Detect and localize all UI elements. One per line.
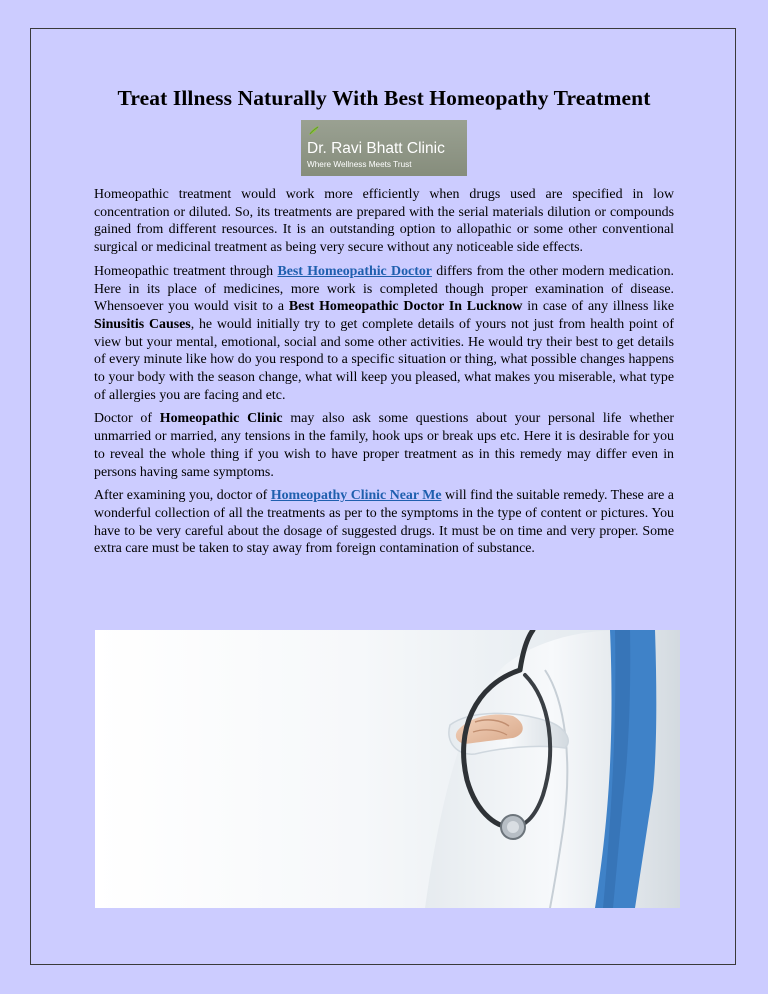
paragraph-1: Homeopathic treatment would work more efficiently when drugs used are specified in low concentration or diluted. So, its treatments are prepared with the serial materials dilution or compounds gained from different resources. It is an outstanding option to allopathic or some other conventional surgical or medicinal treatment as being very secure without any noticeable side effects. bbox=[94, 187, 674, 256]
text-segment: , he would initially try to get complete details of yours not just from health point of view but your mental, emotional, social and some other activities. He would try their best to get details of every minute like how do you respond to a specific situation or thing, what possible changes happens to your body with the season change, what will keep you pleased, what makes you miserable, what type of allergies you are facing and etc. bbox=[94, 316, 674, 403]
doctor-illustration bbox=[95, 630, 680, 908]
paragraph-4 bbox=[94, 487, 674, 558]
text-segment: Homeopathic treatment through bbox=[94, 263, 274, 279]
logo-name: Dr. Ravi Bhatt Clinic bbox=[307, 140, 445, 157]
text-segment: may also ask some questions about your personal life whether unmarried or married, any tensions in the family, hook ups or break ups etc. Here it is desirable for you to reveal the whole thing if you wish to have proper treatment as in this remedy may differ even in persons having same symptoms. bbox=[94, 411, 674, 480]
page-title: Treat Illness Naturally With Best Homeopathy Treatment bbox=[117, 86, 651, 110]
clinic-logo bbox=[301, 120, 467, 176]
logo-tagline: Where Wellness Meets Trust bbox=[307, 160, 412, 169]
text-segment: will find the suitable remedy. These are a wonderful collection of all the treatments as per to the symptoms in the type of content or pictures. You have to be very careful about the dosage of suggested drugs. It must be on time and very proper. Some extra care must be taken to stay away from foreign contamination of substance. bbox=[94, 488, 674, 557]
text-segment: After examining you, doctor of bbox=[94, 488, 268, 504]
text-segment: Doctor of bbox=[94, 411, 152, 427]
paragraph-3 bbox=[94, 410, 674, 481]
homeopathy-clinic-near-me-link[interactable]: Homeopathy Clinic Near Me bbox=[270, 488, 442, 504]
best-homeopathic-doctor-link[interactable]: Best Homeopathic Doctor bbox=[277, 263, 432, 279]
bold-text: Best Homeopathic Doctor In Lucknow bbox=[288, 299, 523, 315]
article-body bbox=[94, 186, 674, 564]
bold-text: Sinusitis Causes bbox=[94, 316, 191, 332]
text-segment: differs from the other modern medication. Here in its place of medicines, more work is completed though proper examination of disease. Whensoever you would visit to a bbox=[94, 263, 674, 315]
doctor-photo bbox=[95, 630, 680, 908]
bold-text: Homeopathic Clinic bbox=[159, 411, 283, 427]
text-segment: in case of any illness like bbox=[527, 299, 675, 315]
paragraph-2 bbox=[94, 263, 674, 405]
leaf-icon bbox=[307, 124, 321, 136]
